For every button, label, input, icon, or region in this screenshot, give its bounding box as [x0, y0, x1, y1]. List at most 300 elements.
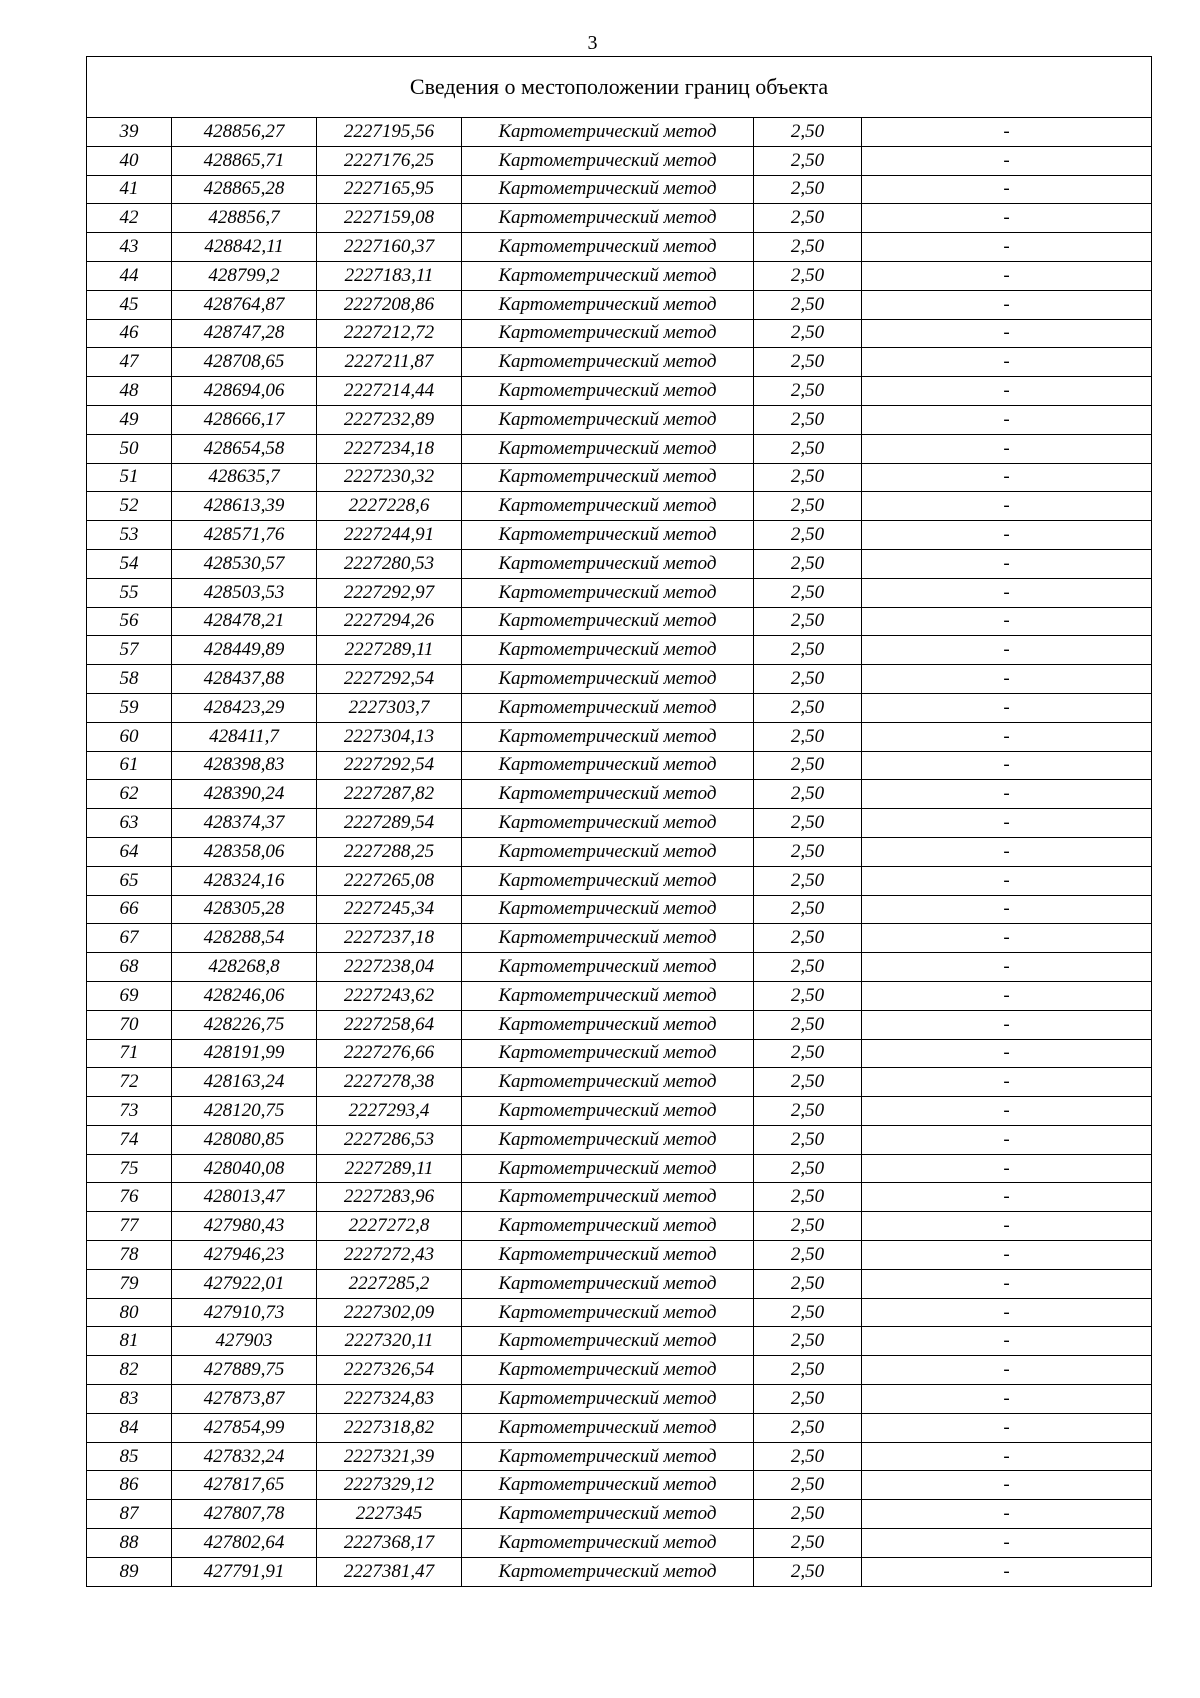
cell-point-number: 78 [87, 1241, 172, 1270]
cell-accuracy: 2,50 [754, 1010, 862, 1039]
cell-point-number: 49 [87, 405, 172, 434]
cell-x-coordinate: 428613,39 [172, 492, 317, 521]
cell-accuracy: 2,50 [754, 1154, 862, 1183]
cell-method: Картометрический метод [462, 1154, 754, 1183]
boundary-coordinates-table [86, 56, 1152, 1587]
cell-accuracy: 2,50 [754, 521, 862, 550]
cell-point-number: 89 [87, 1557, 172, 1586]
cell-method: Картометрический метод [462, 981, 754, 1010]
cell-x-coordinate: 428449,89 [172, 636, 317, 665]
cell-accuracy: 2,50 [754, 1039, 862, 1068]
cell-description: - [862, 809, 1152, 838]
cell-description: - [862, 377, 1152, 406]
cell-y-coordinate: 2227208,86 [317, 290, 462, 319]
cell-y-coordinate: 2227280,53 [317, 549, 462, 578]
table-row [87, 751, 1152, 780]
cell-point-number: 69 [87, 981, 172, 1010]
cell-description: - [862, 492, 1152, 521]
cell-point-number: 56 [87, 607, 172, 636]
table-row [87, 636, 1152, 665]
cell-accuracy: 2,50 [754, 1356, 862, 1385]
cell-x-coordinate: 428080,85 [172, 1125, 317, 1154]
cell-description: - [862, 895, 1152, 924]
cell-method: Картометрический метод [462, 463, 754, 492]
cell-x-coordinate: 428437,88 [172, 665, 317, 694]
table-row [87, 665, 1152, 694]
cell-description: - [862, 665, 1152, 694]
table-row [87, 175, 1152, 204]
cell-description: - [862, 780, 1152, 809]
cell-description: - [862, 1442, 1152, 1471]
table-row [87, 1269, 1152, 1298]
table-row [87, 1097, 1152, 1126]
cell-point-number: 58 [87, 665, 172, 694]
cell-point-number: 67 [87, 924, 172, 953]
cell-method: Картометрический метод [462, 665, 754, 694]
cell-description: - [862, 981, 1152, 1010]
cell-point-number: 88 [87, 1529, 172, 1558]
cell-accuracy: 2,50 [754, 261, 862, 290]
cell-method: Картометрический метод [462, 377, 754, 406]
cell-description: - [862, 1183, 1152, 1212]
table-row [87, 521, 1152, 550]
cell-point-number: 66 [87, 895, 172, 924]
cell-x-coordinate: 428799,2 [172, 261, 317, 290]
cell-y-coordinate: 2227285,2 [317, 1269, 462, 1298]
cell-method: Картометрический метод [462, 636, 754, 665]
cell-y-coordinate: 2227289,11 [317, 636, 462, 665]
cell-accuracy: 2,50 [754, 895, 862, 924]
cell-method: Картометрический метод [462, 146, 754, 175]
cell-point-number: 70 [87, 1010, 172, 1039]
cell-y-coordinate: 2227289,54 [317, 809, 462, 838]
cell-x-coordinate: 428530,57 [172, 549, 317, 578]
cell-y-coordinate: 2227324,83 [317, 1385, 462, 1414]
cell-point-number: 40 [87, 146, 172, 175]
cell-x-coordinate: 427903 [172, 1327, 317, 1356]
table-row [87, 463, 1152, 492]
cell-point-number: 41 [87, 175, 172, 204]
table-caption-row [87, 57, 1152, 118]
cell-point-number: 73 [87, 1097, 172, 1126]
cell-accuracy: 2,50 [754, 751, 862, 780]
cell-method: Картометрический метод [462, 1269, 754, 1298]
cell-method: Картометрический метод [462, 290, 754, 319]
cell-accuracy: 2,50 [754, 1442, 862, 1471]
cell-y-coordinate: 2227326,54 [317, 1356, 462, 1385]
cell-point-number: 54 [87, 549, 172, 578]
cell-description: - [862, 261, 1152, 290]
cell-y-coordinate: 2227321,39 [317, 1442, 462, 1471]
cell-method: Картометрический метод [462, 204, 754, 233]
cell-y-coordinate: 2227302,09 [317, 1298, 462, 1327]
table-row [87, 319, 1152, 348]
cell-point-number: 87 [87, 1500, 172, 1529]
cell-method: Картометрический метод [462, 1413, 754, 1442]
table-row [87, 1183, 1152, 1212]
cell-x-coordinate: 428040,08 [172, 1154, 317, 1183]
cell-description: - [862, 1154, 1152, 1183]
cell-x-coordinate: 428268,8 [172, 953, 317, 982]
cell-accuracy: 2,50 [754, 319, 862, 348]
cell-x-coordinate: 428423,29 [172, 693, 317, 722]
cell-point-number: 75 [87, 1154, 172, 1183]
cell-method: Картометрический метод [462, 780, 754, 809]
cell-accuracy: 2,50 [754, 1068, 862, 1097]
cell-x-coordinate: 428411,7 [172, 722, 317, 751]
cell-method: Картометрический метод [462, 1125, 754, 1154]
cell-y-coordinate: 2227212,72 [317, 319, 462, 348]
cell-description: - [862, 204, 1152, 233]
cell-accuracy: 2,50 [754, 1557, 862, 1586]
cell-description: - [862, 1356, 1152, 1385]
cell-description: - [862, 1068, 1152, 1097]
cell-y-coordinate: 2227381,47 [317, 1557, 462, 1586]
cell-y-coordinate: 2227287,82 [317, 780, 462, 809]
table-row [87, 1125, 1152, 1154]
cell-y-coordinate: 2227272,8 [317, 1212, 462, 1241]
table-row [87, 1557, 1152, 1586]
cell-x-coordinate: 428390,24 [172, 780, 317, 809]
cell-method: Картометрический метод [462, 1356, 754, 1385]
cell-method: Картометрический метод [462, 1298, 754, 1327]
table-row [87, 895, 1152, 924]
cell-point-number: 39 [87, 118, 172, 147]
cell-x-coordinate: 428374,37 [172, 809, 317, 838]
cell-y-coordinate: 2227245,34 [317, 895, 462, 924]
table-row [87, 146, 1152, 175]
cell-method: Картометрический метод [462, 1097, 754, 1126]
cell-method: Картометрический метод [462, 1241, 754, 1270]
cell-accuracy: 2,50 [754, 204, 862, 233]
cell-point-number: 53 [87, 521, 172, 550]
cell-description: - [862, 636, 1152, 665]
cell-y-coordinate: 2227329,12 [317, 1471, 462, 1500]
cell-description: - [862, 1471, 1152, 1500]
cell-description: - [862, 866, 1152, 895]
table-row [87, 1413, 1152, 1442]
cell-accuracy: 2,50 [754, 1385, 862, 1414]
cell-method: Картометрический метод [462, 1500, 754, 1529]
cell-description: - [862, 175, 1152, 204]
cell-method: Картометрический метод [462, 175, 754, 204]
cell-point-number: 68 [87, 953, 172, 982]
cell-y-coordinate: 2227289,11 [317, 1154, 462, 1183]
cell-point-number: 64 [87, 837, 172, 866]
cell-method: Картометрический метод [462, 953, 754, 982]
table-row [87, 118, 1152, 147]
cell-description: - [862, 1413, 1152, 1442]
table-row [87, 290, 1152, 319]
cell-x-coordinate: 428503,53 [172, 578, 317, 607]
cell-accuracy: 2,50 [754, 722, 862, 751]
cell-description: - [862, 1385, 1152, 1414]
table-row [87, 377, 1152, 406]
cell-accuracy: 2,50 [754, 665, 862, 694]
cell-description: - [862, 924, 1152, 953]
cell-accuracy: 2,50 [754, 607, 862, 636]
cell-description: - [862, 233, 1152, 262]
cell-accuracy: 2,50 [754, 1183, 862, 1212]
cell-point-number: 80 [87, 1298, 172, 1327]
table-row [87, 1039, 1152, 1068]
cell-accuracy: 2,50 [754, 1327, 862, 1356]
cell-point-number: 65 [87, 866, 172, 895]
cell-y-coordinate: 2227230,32 [317, 463, 462, 492]
cell-y-coordinate: 2227183,11 [317, 261, 462, 290]
cell-description: - [862, 1125, 1152, 1154]
cell-x-coordinate: 427910,73 [172, 1298, 317, 1327]
cell-y-coordinate: 2227232,89 [317, 405, 462, 434]
cell-y-coordinate: 2227228,6 [317, 492, 462, 521]
cell-y-coordinate: 2227303,7 [317, 693, 462, 722]
cell-point-number: 47 [87, 348, 172, 377]
cell-y-coordinate: 2227234,18 [317, 434, 462, 463]
cell-description: - [862, 722, 1152, 751]
cell-point-number: 60 [87, 722, 172, 751]
cell-y-coordinate: 2227283,96 [317, 1183, 462, 1212]
cell-description: - [862, 463, 1152, 492]
cell-accuracy: 2,50 [754, 1212, 862, 1241]
table-row [87, 1471, 1152, 1500]
cell-method: Картометрический метод [462, 549, 754, 578]
cell-x-coordinate: 428708,65 [172, 348, 317, 377]
cell-accuracy: 2,50 [754, 693, 862, 722]
cell-method: Картометрический метод [462, 319, 754, 348]
cell-description: - [862, 1500, 1152, 1529]
table-body [87, 57, 1152, 1587]
cell-x-coordinate: 428324,16 [172, 866, 317, 895]
cell-y-coordinate: 2227345 [317, 1500, 462, 1529]
table-row [87, 405, 1152, 434]
cell-description: - [862, 578, 1152, 607]
cell-description: - [862, 837, 1152, 866]
cell-description: - [862, 1327, 1152, 1356]
cell-method: Картометрический метод [462, 1039, 754, 1068]
cell-description: - [862, 1269, 1152, 1298]
cell-method: Картометрический метод [462, 521, 754, 550]
table-row [87, 204, 1152, 233]
table-row [87, 809, 1152, 838]
cell-accuracy: 2,50 [754, 953, 862, 982]
cell-x-coordinate: 427873,87 [172, 1385, 317, 1414]
cell-y-coordinate: 2227294,26 [317, 607, 462, 636]
cell-method: Картометрический метод [462, 1010, 754, 1039]
cell-point-number: 86 [87, 1471, 172, 1500]
cell-x-coordinate: 427946,23 [172, 1241, 317, 1270]
cell-y-coordinate: 2227265,08 [317, 866, 462, 895]
cell-description: - [862, 1557, 1152, 1586]
cell-x-coordinate: 428398,83 [172, 751, 317, 780]
cell-description: - [862, 1097, 1152, 1126]
cell-x-coordinate: 428865,71 [172, 146, 317, 175]
cell-y-coordinate: 2227244,91 [317, 521, 462, 550]
cell-point-number: 85 [87, 1442, 172, 1471]
cell-accuracy: 2,50 [754, 780, 862, 809]
table-row [87, 1500, 1152, 1529]
cell-y-coordinate: 2227195,56 [317, 118, 462, 147]
cell-method: Картометрический метод [462, 348, 754, 377]
cell-description: - [862, 1529, 1152, 1558]
cell-y-coordinate: 2227292,54 [317, 751, 462, 780]
cell-x-coordinate: 427791,91 [172, 1557, 317, 1586]
cell-accuracy: 2,50 [754, 866, 862, 895]
table-row [87, 1068, 1152, 1097]
cell-y-coordinate: 2227286,53 [317, 1125, 462, 1154]
cell-method: Картометрический метод [462, 1529, 754, 1558]
cell-accuracy: 2,50 [754, 549, 862, 578]
cell-method: Картометрический метод [462, 1327, 754, 1356]
cell-y-coordinate: 2227258,64 [317, 1010, 462, 1039]
cell-x-coordinate: 427817,65 [172, 1471, 317, 1500]
table-row [87, 1442, 1152, 1471]
cell-method: Картометрический метод [462, 895, 754, 924]
cell-y-coordinate: 2227272,43 [317, 1241, 462, 1270]
cell-accuracy: 2,50 [754, 434, 862, 463]
cell-point-number: 76 [87, 1183, 172, 1212]
cell-accuracy: 2,50 [754, 809, 862, 838]
cell-method: Картометрический метод [462, 118, 754, 147]
cell-accuracy: 2,50 [754, 1529, 862, 1558]
cell-description: - [862, 290, 1152, 319]
cell-y-coordinate: 2227276,66 [317, 1039, 462, 1068]
cell-x-coordinate: 428856,27 [172, 118, 317, 147]
cell-description: - [862, 1010, 1152, 1039]
cell-description: - [862, 607, 1152, 636]
cell-point-number: 81 [87, 1327, 172, 1356]
cell-x-coordinate: 427980,43 [172, 1212, 317, 1241]
cell-y-coordinate: 2227176,25 [317, 146, 462, 175]
cell-description: - [862, 693, 1152, 722]
cell-description: - [862, 1241, 1152, 1270]
cell-x-coordinate: 427854,99 [172, 1413, 317, 1442]
cell-description: - [862, 434, 1152, 463]
cell-point-number: 83 [87, 1385, 172, 1414]
cell-x-coordinate: 428013,47 [172, 1183, 317, 1212]
cell-point-number: 79 [87, 1269, 172, 1298]
cell-x-coordinate: 428571,76 [172, 521, 317, 550]
cell-accuracy: 2,50 [754, 118, 862, 147]
cell-method: Картометрический метод [462, 261, 754, 290]
table-row [87, 261, 1152, 290]
cell-method: Картометрический метод [462, 1183, 754, 1212]
table-row [87, 722, 1152, 751]
cell-method: Картометрический метод [462, 837, 754, 866]
table-row [87, 981, 1152, 1010]
cell-x-coordinate: 427807,78 [172, 1500, 317, 1529]
cell-y-coordinate: 2227211,87 [317, 348, 462, 377]
cell-point-number: 84 [87, 1413, 172, 1442]
cell-point-number: 50 [87, 434, 172, 463]
cell-x-coordinate: 428478,21 [172, 607, 317, 636]
cell-method: Картометрический метод [462, 1442, 754, 1471]
table-row [87, 780, 1152, 809]
cell-point-number: 72 [87, 1068, 172, 1097]
cell-method: Картометрический метод [462, 1068, 754, 1097]
cell-point-number: 46 [87, 319, 172, 348]
cell-description: - [862, 549, 1152, 578]
cell-x-coordinate: 428747,28 [172, 319, 317, 348]
cell-x-coordinate: 428666,17 [172, 405, 317, 434]
table-row [87, 1356, 1152, 1385]
cell-x-coordinate: 428654,58 [172, 434, 317, 463]
cell-x-coordinate: 428120,75 [172, 1097, 317, 1126]
table-row [87, 434, 1152, 463]
cell-accuracy: 2,50 [754, 636, 862, 665]
table-row [87, 866, 1152, 895]
cell-description: - [862, 521, 1152, 550]
cell-point-number: 52 [87, 492, 172, 521]
cell-method: Картометрический метод [462, 809, 754, 838]
cell-method: Картометрический метод [462, 866, 754, 895]
page-number: 3 [587, 32, 598, 54]
cell-x-coordinate: 428246,06 [172, 981, 317, 1010]
cell-description: - [862, 146, 1152, 175]
cell-y-coordinate: 2227292,54 [317, 665, 462, 694]
cell-point-number: 82 [87, 1356, 172, 1385]
cell-x-coordinate: 428842,11 [172, 233, 317, 262]
table-row [87, 348, 1152, 377]
cell-y-coordinate: 2227292,97 [317, 578, 462, 607]
cell-point-number: 71 [87, 1039, 172, 1068]
cell-x-coordinate: 427832,24 [172, 1442, 317, 1471]
cell-x-coordinate: 428163,24 [172, 1068, 317, 1097]
cell-method: Картометрический метод [462, 751, 754, 780]
cell-point-number: 51 [87, 463, 172, 492]
cell-accuracy: 2,50 [754, 405, 862, 434]
cell-method: Картометрический метод [462, 1212, 754, 1241]
cell-accuracy: 2,50 [754, 348, 862, 377]
cell-y-coordinate: 2227304,13 [317, 722, 462, 751]
cell-y-coordinate: 2227368,17 [317, 1529, 462, 1558]
table-row [87, 1327, 1152, 1356]
table-caption: Сведения о местоположении границ объекта [87, 57, 1152, 118]
table-row [87, 1529, 1152, 1558]
cell-x-coordinate: 428191,99 [172, 1039, 317, 1068]
cell-point-number: 45 [87, 290, 172, 319]
table-row [87, 693, 1152, 722]
cell-accuracy: 2,50 [754, 1269, 862, 1298]
cell-method: Картометрический метод [462, 1385, 754, 1414]
cell-accuracy: 2,50 [754, 377, 862, 406]
cell-accuracy: 2,50 [754, 578, 862, 607]
cell-accuracy: 2,50 [754, 146, 862, 175]
cell-point-number: 62 [87, 780, 172, 809]
cell-x-coordinate: 427802,64 [172, 1529, 317, 1558]
cell-point-number: 63 [87, 809, 172, 838]
cell-accuracy: 2,50 [754, 463, 862, 492]
cell-description: - [862, 751, 1152, 780]
cell-method: Картометрический метод [462, 405, 754, 434]
table-row [87, 837, 1152, 866]
cell-y-coordinate: 2227237,18 [317, 924, 462, 953]
cell-accuracy: 2,50 [754, 290, 862, 319]
cell-accuracy: 2,50 [754, 1500, 862, 1529]
cell-y-coordinate: 2227293,4 [317, 1097, 462, 1126]
cell-description: - [862, 1298, 1152, 1327]
cell-y-coordinate: 2227288,25 [317, 837, 462, 866]
cell-point-number: 77 [87, 1212, 172, 1241]
cell-method: Картометрический метод [462, 578, 754, 607]
cell-y-coordinate: 2227238,04 [317, 953, 462, 982]
cell-accuracy: 2,50 [754, 1241, 862, 1270]
cell-method: Картометрический метод [462, 1557, 754, 1586]
cell-point-number: 43 [87, 233, 172, 262]
cell-x-coordinate: 427889,75 [172, 1356, 317, 1385]
table-row [87, 1241, 1152, 1270]
cell-method: Картометрический метод [462, 492, 754, 521]
cell-y-coordinate: 2227243,62 [317, 981, 462, 1010]
